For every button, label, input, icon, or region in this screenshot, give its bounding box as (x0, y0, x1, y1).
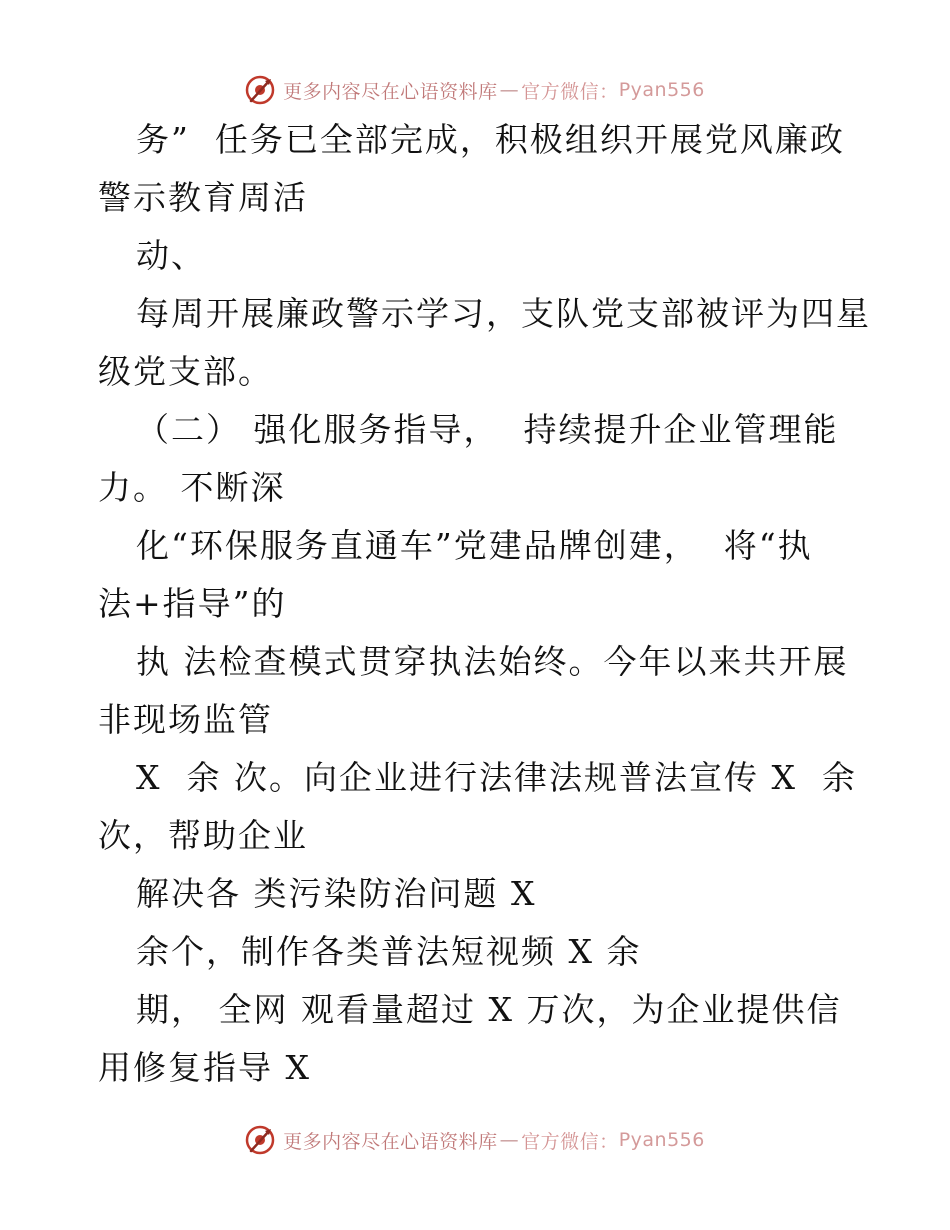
text-line: 级党支部。 (98, 352, 273, 391)
watermark-wechat-id: Pyan556 (618, 79, 705, 101)
text-line: 解决各 类污染防治问题 X (136, 874, 537, 913)
watermark-separator: — (499, 1129, 520, 1151)
text-line: 执 法检查模式贯穿执法始终。今年以来共开展 (136, 642, 849, 681)
watermark-wechat-label: 官方微信： (521, 1130, 619, 1153)
text-line: 次，帮助企业 (98, 816, 308, 855)
text-line: 警示教育周活 (98, 178, 308, 217)
watermark-wechat-id: Pyan556 (618, 1129, 705, 1151)
text-line: X 余 次。向企业进行法律法规普法宣传 X 余 (136, 758, 857, 797)
watermark-text: 更多内容尽在心语资料库 (283, 1130, 498, 1153)
watermark-text: 更多内容尽在心语资料库 (283, 80, 498, 103)
text-line: 非现场监管 (98, 700, 273, 739)
text-line: 力。 不断深 (98, 468, 286, 507)
quill-logo-icon (245, 1125, 275, 1155)
text-line: 用修复指导 X (98, 1048, 311, 1087)
text-line: （二） 强化服务指导， 持续提升企业管理能 (136, 410, 839, 449)
text-line: 法+指导”的 (98, 584, 287, 623)
text-line: 期， 全网 观看量超过 X 万次，为企业提供信 (136, 990, 842, 1029)
watermark-footer (0, 1120, 950, 1160)
text-line: 动、 (136, 236, 206, 275)
text-line: 每周开展廉政警示学习，支队党支部被评为四星 (136, 294, 871, 333)
text-line: 务” 任务已全部完成，积极组织开展党风廉政 (136, 120, 845, 159)
watermark-wechat-label: 官方微信： (521, 80, 619, 103)
text-line: 余个，制作各类普法短视频 X 余 (136, 932, 642, 971)
watermark-separator: — (499, 79, 520, 101)
watermark-header (0, 70, 950, 110)
text-line: 化“环保服务直通车”党建品牌创建， 将“执 (136, 526, 813, 565)
quill-logo-icon (245, 75, 275, 105)
